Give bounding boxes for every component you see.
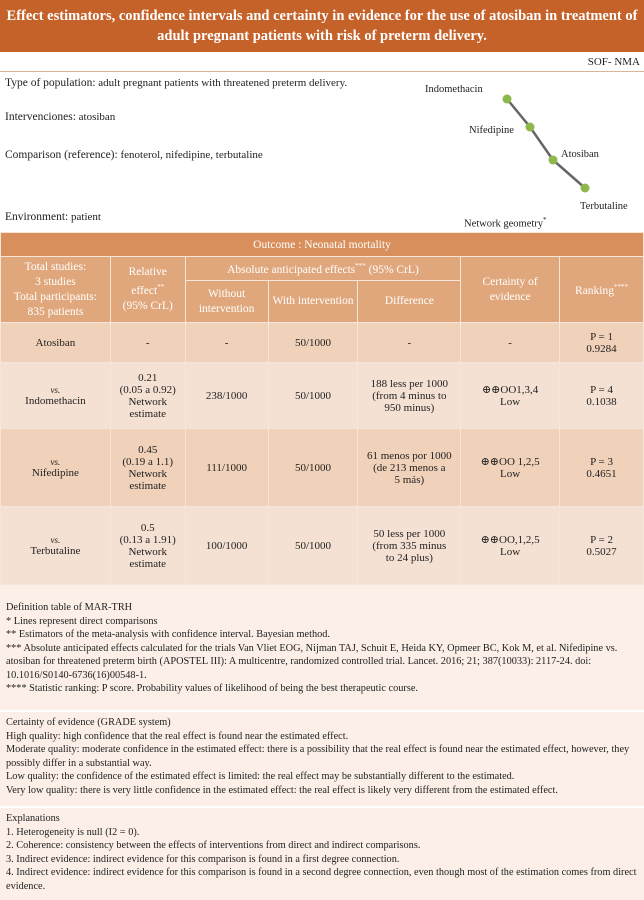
with-intervention-cell: 50/1000 xyxy=(268,363,358,429)
network-caption: Network geometry* xyxy=(464,216,547,230)
node-label: Nifedipine xyxy=(469,125,514,136)
relative-effect-cell: - xyxy=(110,323,185,363)
population-line: Type of population: adult pregnant patients with threatened preterm delivery. xyxy=(5,77,348,89)
certainty-header: Certainty of evidence xyxy=(461,257,560,323)
network-geometry-diagram xyxy=(0,0,644,232)
explanation-line: 1. Heterogeneity is null (I2 = 0). xyxy=(6,826,140,838)
certainty-line: Moderate quality: moderate confidence in the estimated effect: there is a possibility that the real effect is found near the estimated effect, however, they possibly differ in a substantial way. xyxy=(6,744,630,769)
without-intervention-cell: 100/1000 xyxy=(185,507,268,585)
node-terbutaline xyxy=(581,184,590,193)
difference-cell: 188 less per 1000 (from 4 minus to 950 minus) xyxy=(358,363,461,429)
relative-effect-cell: 0.5 (0.13 a 1.91) Network estimate xyxy=(110,507,185,585)
comparison-cell: vs. Nifedipine xyxy=(1,429,111,507)
comparison-cell: vs. Terbutaline xyxy=(1,507,111,585)
definition-line: **** Statistic ranking: P score. Probability values of likelihood of being the best therapeutic course. xyxy=(6,683,418,694)
definition-line: ** Estimators of the meta-analysis with confidence interval. Bayesian method. xyxy=(6,629,330,640)
explanation-heading: Explanations xyxy=(6,813,60,824)
certainty-line: Very low quality: there is very little confidence in the estimated effect: the real effect is likely very different from the estimated effect. xyxy=(6,784,558,796)
without-intervention-header: Without intervention xyxy=(185,281,268,323)
without-intervention-cell: - xyxy=(185,323,268,363)
node-label: Indomethacin xyxy=(425,84,483,95)
with-intervention-cell: 50/1000 xyxy=(268,507,358,585)
comparison-cell: Atosiban xyxy=(1,323,111,363)
ranking-cell: P = 1 0.9284 xyxy=(560,323,644,363)
definition-heading: Definition table of MAR-TRH xyxy=(6,602,133,613)
without-intervention-cell: 111/1000 xyxy=(185,429,268,507)
without-intervention-cell: 238/1000 xyxy=(185,363,268,429)
with-intervention-header: With intervention xyxy=(268,281,358,323)
outcome-header: Outcome : Neonatal mortality xyxy=(1,233,644,257)
absolute-effects-header: Absolute anticipated effects*** (95% CrL) xyxy=(185,257,461,281)
relative-effect-cell: 0.45 (0.19 a 1.1) Network estimate xyxy=(110,429,185,507)
difference-cell: 50 less per 1000 (from 335 minus to 24 plus) xyxy=(358,507,461,585)
certainty-cell: ⊕⊕OO 1,2,5 Low xyxy=(461,429,560,507)
definition-line: * Lines represent direct comparisons xyxy=(6,615,158,627)
certainty-cell: - xyxy=(461,323,560,363)
relative-effect-cell: 0.21 (0.05 a 0.92) Network estimate xyxy=(110,363,185,429)
ranking-cell: P = 4 0.1038 xyxy=(560,363,644,429)
certainty-section xyxy=(0,710,644,806)
node-indomethacin xyxy=(503,95,512,104)
difference-header: Difference xyxy=(358,281,461,323)
explanation-line: 2. Coherence: consistency between the effects of interventions from direct and indirect comparisons. xyxy=(6,840,421,851)
totals-header: Total studies: 3 studies Total participants: 835 patients xyxy=(1,257,111,323)
certainty-heading: Certainty of evidence (GRADE system) xyxy=(6,717,171,728)
comparison-cell: vs. Indomethacin xyxy=(1,363,111,429)
table-row xyxy=(1,363,644,429)
difference-cell: - xyxy=(358,323,461,363)
explanations-section xyxy=(0,806,644,900)
node-label: Atosiban xyxy=(561,149,599,160)
network-edge xyxy=(507,99,585,188)
definition-line: *** Absolute anticipated effects calculated for the trials Van Vliet EOG, Nijman TAJ, Schuit E, Heida KY, Opmeer BC, Kok M, et al. Nifedipine vs. atosiban for threatened preterm birth (APOSTEL III): A multicentre, randomized controlled trial. Lancet. 2016; 21; 387(10033): 2117-24. doi: 10.1016/S0140-6736(16)00548-1. xyxy=(6,642,618,681)
node-atosiban xyxy=(549,156,558,165)
ranking-header: Ranking**** xyxy=(560,257,644,323)
definitions-section xyxy=(0,597,644,710)
node-label: Terbutaline xyxy=(580,201,628,212)
relative-effect-header: Relative effect** (95% CrL) xyxy=(110,257,185,323)
with-intervention-cell: 50/1000 xyxy=(268,429,358,507)
table-row xyxy=(1,429,644,507)
table-row xyxy=(1,507,644,585)
with-intervention-cell: 50/1000 xyxy=(268,323,358,363)
certainty-cell: ⊕⊕OO1,3,4 Low xyxy=(461,363,560,429)
certainty-line: High quality: high confidence that the real effect is found near the estimated effect. xyxy=(6,730,349,742)
comparison-line: Comparison (reference): fenoterol, nifedipine, terbutaline xyxy=(5,149,263,161)
results-table xyxy=(0,232,644,585)
ranking-cell: P = 3 0.4651 xyxy=(560,429,644,507)
certainty-line: Low quality: the confidence of the estimated effect is limited: the real effect may be substantially different to the estimated. xyxy=(6,771,515,782)
explanation-line: 3. Indirect evidence: indirect evidence for this comparison is found in a first degree connection. xyxy=(6,853,400,865)
certainty-cell: ⊕⊕OO,1,2,5 Low xyxy=(461,507,560,585)
node-nifedipine xyxy=(526,123,535,132)
explanation-line: 4. Indirect evidence: indirect evidence for this comparison is found in a second degree connection, even though most of the estimation comes from direct evidence. xyxy=(6,867,637,892)
interventions-line: Intervenciones: atosiban xyxy=(5,111,116,123)
environment-line: Environment: patient xyxy=(5,211,101,223)
table-row xyxy=(1,323,644,363)
page-title: Effect estimators, confidence intervals and certainty in evidence for the use of atosiban in treatment of adult pregnant patients with risk of preterm delivery. xyxy=(0,0,644,52)
sof-nma-tag: SOF- NMA xyxy=(0,52,644,72)
ranking-cell: P = 2 0.5027 xyxy=(560,507,644,585)
difference-cell: 61 menos por 1000 (de 213 menos a 5 más) xyxy=(358,429,461,507)
table-footer-spacer xyxy=(0,585,644,597)
